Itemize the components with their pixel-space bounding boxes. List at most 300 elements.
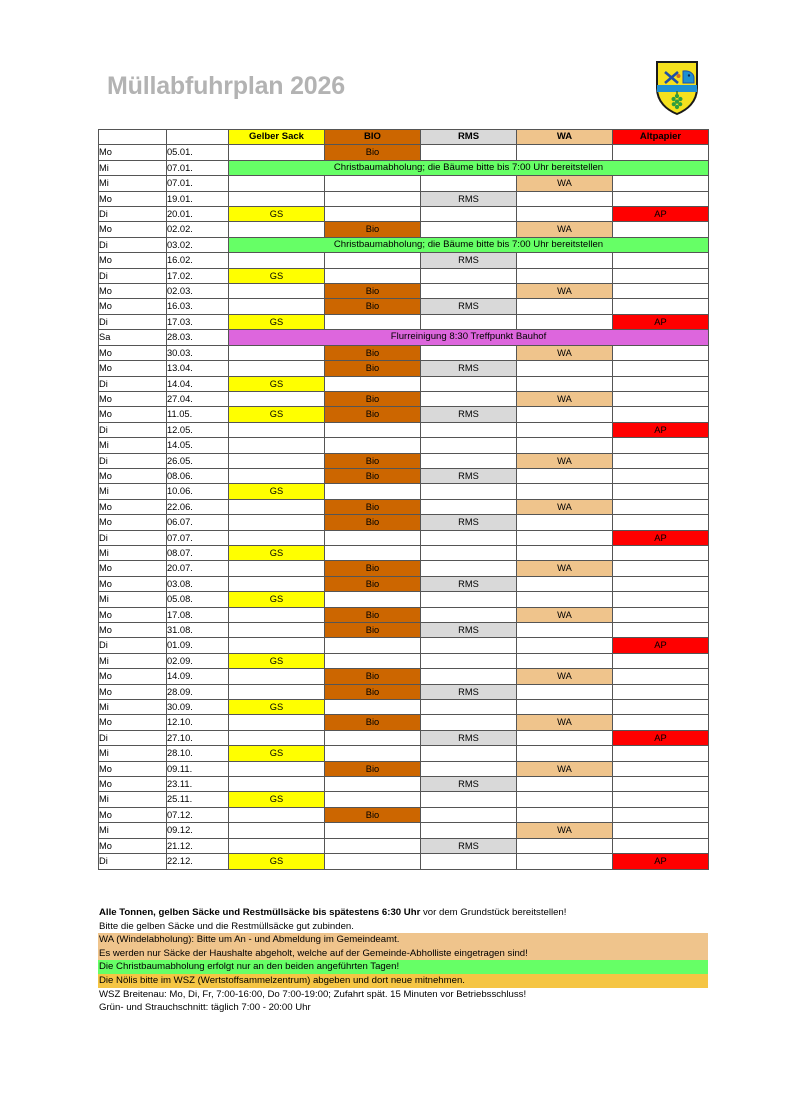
cell-date: 02.03.: [167, 284, 229, 299]
cell-empty-wa: [517, 407, 613, 422]
cell-empty-wa: [517, 376, 613, 391]
cell-date: 21.12.: [167, 838, 229, 853]
note-rest-text: vor dem Grundstück bereitstellen!: [420, 907, 567, 918]
table-row: [99, 499, 709, 514]
cell-date: 14.04.: [167, 376, 229, 391]
cell-weekday: Mi: [99, 160, 167, 175]
collection-mark-wa: WA: [517, 453, 613, 468]
cell-weekday: Mi: [99, 746, 167, 761]
cell-empty-wa: [517, 422, 613, 437]
table-row: [99, 777, 709, 792]
column-header-wa: WA: [517, 130, 613, 145]
cell-weekday: Di: [99, 730, 167, 745]
cell-empty-gs: [229, 515, 325, 530]
cell-empty-wa: [517, 468, 613, 483]
table-row: [99, 623, 709, 638]
cell-weekday: Mi: [99, 484, 167, 499]
cell-empty-wa: [517, 268, 613, 283]
table-row: [99, 700, 709, 715]
cell-date: 17.08.: [167, 607, 229, 622]
cell-empty-gs: [229, 499, 325, 514]
cell-empty-bio: [325, 730, 421, 745]
cell-date: 13.04.: [167, 361, 229, 376]
cell-empty-bio: [325, 638, 421, 653]
collection-mark-wa: WA: [517, 715, 613, 730]
cell-empty-ap: [613, 623, 709, 638]
cell-weekday: Mi: [99, 592, 167, 607]
table-row: [99, 715, 709, 730]
cell-weekday: Di: [99, 530, 167, 545]
cell-weekday: Mo: [99, 838, 167, 853]
table-row: [99, 468, 709, 483]
cell-empty-ap: [613, 576, 709, 591]
cell-weekday: Di: [99, 376, 167, 391]
cell-empty-rms: [421, 453, 517, 468]
cell-empty-ap: [613, 391, 709, 406]
cell-empty-rms: [421, 530, 517, 545]
collection-mark-rms: RMS: [421, 191, 517, 206]
cell-empty-rms: [421, 268, 517, 283]
cell-empty-rms: [421, 592, 517, 607]
collection-mark-bio: Bio: [325, 407, 421, 422]
cell-empty-rms: [421, 823, 517, 838]
cell-date: 16.02.: [167, 253, 229, 268]
cell-empty-bio: [325, 484, 421, 499]
cell-weekday: Mo: [99, 191, 167, 206]
table-row: [99, 545, 709, 560]
table-row: [99, 299, 709, 314]
collection-mark-ap: AP: [613, 530, 709, 545]
cell-empty-wa: [517, 484, 613, 499]
collection-mark-rms: RMS: [421, 299, 517, 314]
cell-empty-ap: [613, 484, 709, 499]
cell-weekday: Di: [99, 268, 167, 283]
collection-mark-wa: WA: [517, 345, 613, 360]
cell-empty-ap: [613, 407, 709, 422]
special-event-banner: Flurreinigung 8:30 Treffpunkt Bauhof: [229, 330, 709, 345]
collection-mark-gs: GS: [229, 314, 325, 329]
cell-empty-wa: [517, 807, 613, 822]
cell-empty-ap: [613, 376, 709, 391]
collection-mark-bio: Bio: [325, 299, 421, 314]
cell-date: 26.05.: [167, 453, 229, 468]
cell-empty-ap: [613, 592, 709, 607]
cell-date: 11.05.: [167, 407, 229, 422]
cell-empty-rms: [421, 145, 517, 160]
cell-weekday: Mo: [99, 807, 167, 822]
cell-empty-ap: [613, 684, 709, 699]
note-line: Die Christbaumabholung erfolgt nur an den beiden angeführten Tagen!: [98, 960, 708, 974]
cell-date: 05.08.: [167, 592, 229, 607]
cell-weekday: Di: [99, 453, 167, 468]
cell-empty-wa: [517, 530, 613, 545]
cell-empty-rms: [421, 284, 517, 299]
cell-weekday: Mo: [99, 407, 167, 422]
cell-date: 22.06.: [167, 499, 229, 514]
collection-mark-rms: RMS: [421, 253, 517, 268]
cell-empty-bio: [325, 777, 421, 792]
cell-empty-wa: [517, 299, 613, 314]
cell-empty-gs: [229, 561, 325, 576]
cell-date: 06.07.: [167, 515, 229, 530]
cell-empty-wa: [517, 361, 613, 376]
cell-date: 17.03.: [167, 314, 229, 329]
table-row: [99, 438, 709, 453]
cell-empty-rms: [421, 207, 517, 222]
cell-empty-gs: [229, 391, 325, 406]
collection-mark-bio: Bio: [325, 222, 421, 237]
cell-empty-ap: [613, 761, 709, 776]
cell-empty-wa: [517, 700, 613, 715]
collection-mark-bio: Bio: [325, 684, 421, 699]
cell-weekday: Mi: [99, 823, 167, 838]
table-row: [99, 361, 709, 376]
cell-date: 14.09.: [167, 669, 229, 684]
cell-empty-ap: [613, 191, 709, 206]
collection-mark-bio: Bio: [325, 576, 421, 591]
collection-mark-bio: Bio: [325, 561, 421, 576]
collection-mark-gs: GS: [229, 207, 325, 222]
cell-date: 14.05.: [167, 438, 229, 453]
cell-empty-ap: [613, 823, 709, 838]
cell-date: 25.11.: [167, 792, 229, 807]
cell-empty-rms: [421, 638, 517, 653]
cell-empty-rms: [421, 761, 517, 776]
cell-empty-wa: [517, 854, 613, 869]
cell-empty-bio: [325, 700, 421, 715]
table-row: [99, 376, 709, 391]
cell-date: 01.09.: [167, 638, 229, 653]
table-row: [99, 176, 709, 191]
cell-weekday: Di: [99, 854, 167, 869]
cell-empty-ap: [613, 438, 709, 453]
cell-empty-wa: [517, 838, 613, 853]
collection-mark-ap: AP: [613, 207, 709, 222]
table-row: [99, 253, 709, 268]
cell-date: 20.07.: [167, 561, 229, 576]
table-row: [99, 807, 709, 822]
cell-weekday: Di: [99, 237, 167, 252]
collection-mark-bio: Bio: [325, 453, 421, 468]
footer-notes: [98, 906, 708, 1015]
table-row: [99, 160, 709, 175]
collection-mark-gs: GS: [229, 653, 325, 668]
note-line: [98, 906, 708, 920]
cell-empty-wa: [517, 576, 613, 591]
cell-empty-gs: [229, 299, 325, 314]
cell-empty-gs: [229, 715, 325, 730]
cell-empty-rms: [421, 484, 517, 499]
cell-empty-bio: [325, 207, 421, 222]
cell-empty-gs: [229, 684, 325, 699]
cell-weekday: Mi: [99, 438, 167, 453]
table-row: [99, 607, 709, 622]
cell-date: 08.06.: [167, 468, 229, 483]
cell-date: 07.01.: [167, 176, 229, 191]
cell-empty-ap: [613, 176, 709, 191]
cell-empty-rms: [421, 792, 517, 807]
cell-empty-gs: [229, 807, 325, 822]
cell-empty-ap: [613, 700, 709, 715]
cell-date: 20.01.: [167, 207, 229, 222]
cell-empty-rms: [421, 807, 517, 822]
collection-mark-rms: RMS: [421, 730, 517, 745]
table-row: [99, 638, 709, 653]
collection-mark-bio: Bio: [325, 284, 421, 299]
cell-empty-ap: [613, 284, 709, 299]
table-row: [99, 453, 709, 468]
cell-empty-gs: [229, 607, 325, 622]
collection-mark-wa: WA: [517, 607, 613, 622]
table-row: [99, 592, 709, 607]
table-row: [99, 237, 709, 252]
collection-mark-gs: GS: [229, 700, 325, 715]
cell-date: 07.01.: [167, 160, 229, 175]
cell-empty-bio: [325, 854, 421, 869]
table-row: [99, 838, 709, 853]
cell-date: 05.01.: [167, 145, 229, 160]
collection-mark-rms: RMS: [421, 407, 517, 422]
cell-date: 12.10.: [167, 715, 229, 730]
table-row: [99, 792, 709, 807]
collection-mark-ap: AP: [613, 854, 709, 869]
cell-weekday: Sa: [99, 330, 167, 345]
waste-collection-schedule-table: [98, 129, 709, 870]
cell-date: 28.03.: [167, 330, 229, 345]
cell-empty-ap: [613, 838, 709, 853]
cell-empty-ap: [613, 145, 709, 160]
cell-empty-gs: [229, 284, 325, 299]
collection-mark-gs: GS: [229, 484, 325, 499]
cell-weekday: Mo: [99, 669, 167, 684]
cell-date: 10.06.: [167, 484, 229, 499]
cell-empty-gs: [229, 669, 325, 684]
cell-date: 16.03.: [167, 299, 229, 314]
cell-empty-gs: [229, 438, 325, 453]
cell-weekday: Mi: [99, 700, 167, 715]
collection-mark-wa: WA: [517, 823, 613, 838]
cell-empty-ap: [613, 468, 709, 483]
cell-empty-gs: [229, 468, 325, 483]
collection-mark-gs: GS: [229, 854, 325, 869]
cell-date: 07.12.: [167, 807, 229, 822]
column-header-bio: BIO: [325, 130, 421, 145]
cell-empty-ap: [613, 792, 709, 807]
collection-mark-bio: Bio: [325, 499, 421, 514]
collection-mark-gs: GS: [229, 792, 325, 807]
collection-mark-ap: AP: [613, 638, 709, 653]
cell-empty-gs: [229, 530, 325, 545]
table-row: [99, 484, 709, 499]
column-header-rms: RMS: [421, 130, 517, 145]
cell-date: 02.02.: [167, 222, 229, 237]
cell-empty-bio: [325, 268, 421, 283]
cell-empty-bio: [325, 530, 421, 545]
cell-empty-ap: [613, 499, 709, 514]
cell-weekday: Mo: [99, 561, 167, 576]
cell-weekday: Mo: [99, 145, 167, 160]
collection-mark-wa: WA: [517, 561, 613, 576]
cell-empty-wa: [517, 684, 613, 699]
cell-empty-bio: [325, 314, 421, 329]
table-row: [99, 653, 709, 668]
header-date-blank: [167, 130, 229, 145]
collection-mark-bio: Bio: [325, 607, 421, 622]
cell-weekday: Mo: [99, 284, 167, 299]
cell-date: 03.02.: [167, 237, 229, 252]
cell-empty-wa: [517, 730, 613, 745]
table-row: [99, 746, 709, 761]
collection-mark-wa: WA: [517, 176, 613, 191]
table-row: [99, 823, 709, 838]
cell-empty-ap: [613, 746, 709, 761]
cell-empty-rms: [421, 607, 517, 622]
cell-empty-bio: [325, 823, 421, 838]
collection-mark-wa: WA: [517, 669, 613, 684]
collection-mark-gs: GS: [229, 268, 325, 283]
cell-empty-ap: [613, 361, 709, 376]
table-row: [99, 530, 709, 545]
cell-empty-bio: [325, 792, 421, 807]
cell-empty-wa: [517, 515, 613, 530]
cell-weekday: Mi: [99, 176, 167, 191]
table-row: [99, 730, 709, 745]
cell-empty-gs: [229, 191, 325, 206]
cell-date: 17.02.: [167, 268, 229, 283]
collection-mark-bio: Bio: [325, 623, 421, 638]
collection-mark-bio: Bio: [325, 715, 421, 730]
cell-weekday: Mo: [99, 777, 167, 792]
column-header-ap: Altpapier: [613, 130, 709, 145]
cell-empty-gs: [229, 576, 325, 591]
table-row: [99, 407, 709, 422]
cell-empty-wa: [517, 638, 613, 653]
cell-date: 12.05.: [167, 422, 229, 437]
page-title: Müllabfuhrplan 2026: [107, 72, 345, 100]
cell-date: 30.03.: [167, 345, 229, 360]
collection-mark-bio: Bio: [325, 515, 421, 530]
collection-mark-wa: WA: [517, 222, 613, 237]
cell-date: 23.11.: [167, 777, 229, 792]
collection-mark-bio: Bio: [325, 345, 421, 360]
cell-empty-gs: [229, 638, 325, 653]
note-line: Bitte die gelben Säcke und die Restmüllsäcke gut zubinden.: [99, 920, 354, 932]
cell-date: 07.07.: [167, 530, 229, 545]
cell-empty-ap: [613, 453, 709, 468]
cell-weekday: Mo: [99, 253, 167, 268]
collection-mark-bio: Bio: [325, 761, 421, 776]
cell-empty-gs: [229, 777, 325, 792]
collection-mark-wa: WA: [517, 499, 613, 514]
cell-empty-gs: [229, 761, 325, 776]
cell-empty-ap: [613, 268, 709, 283]
table-row: [99, 761, 709, 776]
collection-mark-rms: RMS: [421, 838, 517, 853]
collection-mark-rms: RMS: [421, 515, 517, 530]
cell-empty-gs: [229, 361, 325, 376]
gemeinde-wappen-icon: [654, 60, 700, 116]
cell-empty-rms: [421, 438, 517, 453]
cell-date: 27.04.: [167, 391, 229, 406]
cell-empty-bio: [325, 545, 421, 560]
cell-weekday: Mi: [99, 653, 167, 668]
cell-empty-ap: [613, 515, 709, 530]
cell-weekday: Mo: [99, 468, 167, 483]
cell-empty-wa: [517, 314, 613, 329]
cell-weekday: Mo: [99, 299, 167, 314]
table-row: [99, 145, 709, 160]
cell-date: 31.08.: [167, 623, 229, 638]
cell-weekday: Mo: [99, 715, 167, 730]
cell-empty-rms: [421, 314, 517, 329]
cell-date: 19.01.: [167, 191, 229, 206]
cell-empty-rms: [421, 545, 517, 560]
column-header-gs: Gelber Sack: [229, 130, 325, 145]
cell-empty-gs: [229, 453, 325, 468]
cell-weekday: Mo: [99, 761, 167, 776]
note-line: Grün- und Strauchschnitt: täglich 7:00 - 20:00 Uhr: [99, 1002, 311, 1014]
cell-empty-ap: [613, 669, 709, 684]
cell-empty-gs: [229, 253, 325, 268]
cell-empty-rms: [421, 653, 517, 668]
cell-empty-wa: [517, 792, 613, 807]
cell-empty-wa: [517, 438, 613, 453]
cell-empty-gs: [229, 176, 325, 191]
collection-mark-bio: Bio: [325, 669, 421, 684]
table-row: [99, 854, 709, 869]
cell-empty-rms: [421, 669, 517, 684]
cell-empty-gs: [229, 838, 325, 853]
cell-empty-gs: [229, 730, 325, 745]
cell-empty-ap: [613, 807, 709, 822]
collection-mark-rms: RMS: [421, 684, 517, 699]
cell-empty-wa: [517, 253, 613, 268]
cell-empty-rms: [421, 715, 517, 730]
cell-weekday: Di: [99, 314, 167, 329]
cell-weekday: Mo: [99, 607, 167, 622]
table-row: [99, 684, 709, 699]
cell-weekday: Mo: [99, 499, 167, 514]
cell-date: 03.08.: [167, 576, 229, 591]
cell-date: 02.09.: [167, 653, 229, 668]
cell-empty-ap: [613, 653, 709, 668]
table-row: [99, 268, 709, 283]
cell-weekday: Mo: [99, 576, 167, 591]
collection-mark-rms: RMS: [421, 468, 517, 483]
cell-empty-wa: [517, 653, 613, 668]
cell-empty-wa: [517, 746, 613, 761]
table-row: [99, 391, 709, 406]
cell-weekday: Mi: [99, 545, 167, 560]
cell-empty-rms: [421, 391, 517, 406]
cell-empty-bio: [325, 191, 421, 206]
cell-empty-ap: [613, 545, 709, 560]
table-row: [99, 345, 709, 360]
collection-mark-gs: GS: [229, 545, 325, 560]
cell-weekday: Mo: [99, 391, 167, 406]
collection-mark-rms: RMS: [421, 777, 517, 792]
cell-empty-wa: [517, 207, 613, 222]
cell-empty-bio: [325, 592, 421, 607]
cell-empty-wa: [517, 145, 613, 160]
collection-mark-ap: AP: [613, 422, 709, 437]
cell-empty-rms: [421, 499, 517, 514]
collection-mark-rms: RMS: [421, 576, 517, 591]
collection-mark-gs: GS: [229, 746, 325, 761]
cell-empty-gs: [229, 823, 325, 838]
collection-mark-gs: GS: [229, 407, 325, 422]
document-header: [98, 60, 708, 122]
